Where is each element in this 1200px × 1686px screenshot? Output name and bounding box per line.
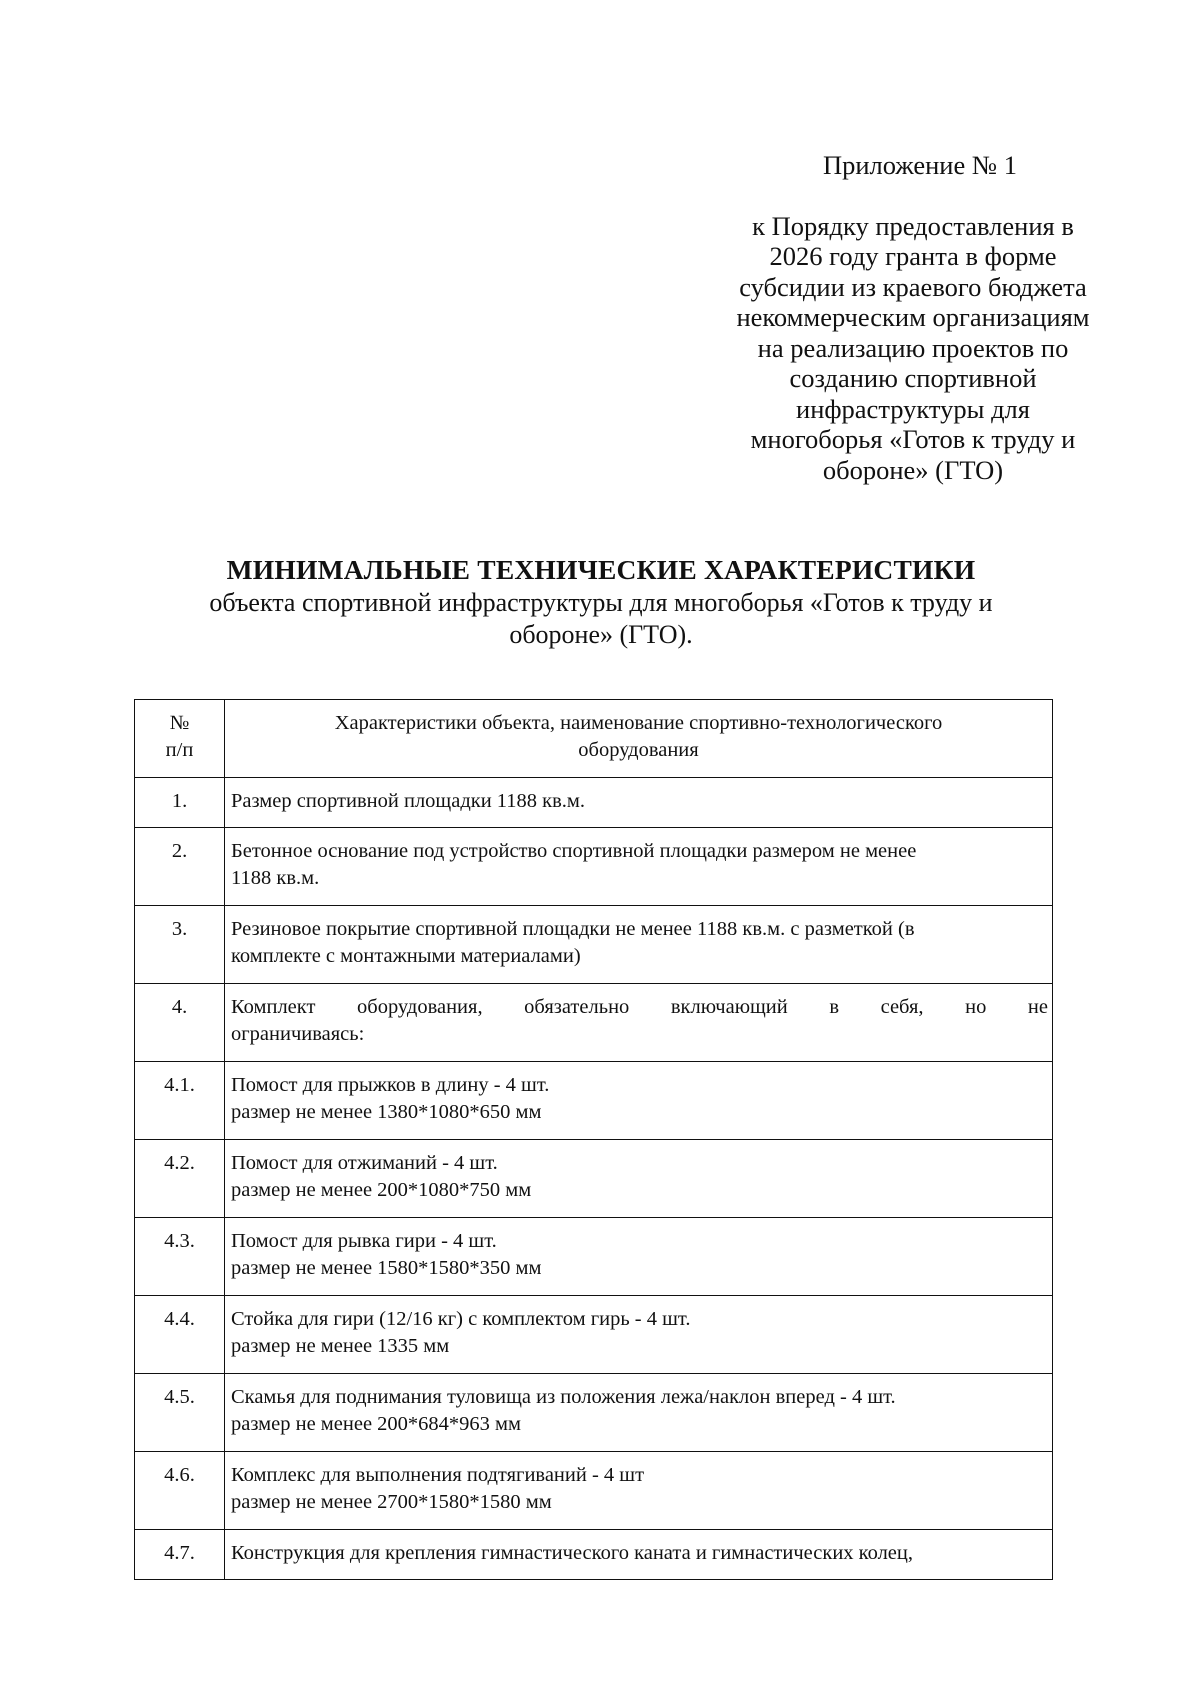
table-row [135, 1530, 1053, 1580]
table-row [135, 1062, 1053, 1140]
table-row [135, 828, 1053, 906]
header-number-line: № [169, 712, 190, 734]
row-number: 4.4. [135, 1296, 225, 1374]
row-description [225, 1530, 1053, 1580]
row-number: 4.7. [135, 1530, 225, 1580]
row-description-line: Конструкция для крепления гимнастического каната и гимнастических колец, [231, 1542, 914, 1564]
header-description-line: оборудования [578, 739, 699, 761]
table-row [135, 1296, 1053, 1374]
appendix-line: 2026 году гранта в форме [769, 241, 1057, 271]
appendix-text [718, 211, 1108, 486]
appendix-line: созданию спортивной [789, 363, 1037, 393]
row-number: 2. [135, 828, 225, 906]
table-row [135, 1374, 1053, 1452]
row-description [225, 1140, 1053, 1218]
row-description [225, 1452, 1053, 1530]
header-number [135, 700, 225, 778]
row-description-line: Скамья для поднимания туловища из положения лежа/наклон вперед - 4 шт. [231, 1386, 896, 1408]
row-description [225, 906, 1053, 984]
table-row [135, 906, 1053, 984]
appendix-title: Приложение № 1 [822, 150, 1017, 180]
row-description-line: Помост для прыжков в длину - 4 шт. [231, 1074, 550, 1096]
row-number: 4.3. [135, 1218, 225, 1296]
document-title: МИНИМАЛЬНЫЕ ТЕХНИЧЕСКИЕ ХАРАКТЕРИСТИКИ [226, 554, 976, 585]
table-row [135, 1452, 1053, 1530]
table-header-row [135, 700, 1053, 778]
row-description-line: Помост для отжиманий - 4 шт. [231, 1152, 498, 1174]
appendix-line: некоммерческим организациям [736, 302, 1090, 332]
row-description-line: размер не менее 1580*1580*350 мм [231, 1257, 542, 1279]
appendix-line: обороне» (ГТО) [822, 454, 1004, 485]
row-description-line: размер не менее 1380*1080*650 мм [231, 1101, 542, 1123]
row-number: 4. [135, 984, 225, 1062]
appendix-line: к Порядку предоставления в [752, 210, 1074, 241]
row-description-line: размер не менее 200*1080*750 мм [231, 1179, 532, 1201]
row-number: 4.5. [135, 1374, 225, 1452]
appendix-line: многоборья «Готов к труду и [750, 424, 1076, 454]
appendix-line: субсидии из краевого бюджета [739, 271, 1087, 302]
row-description-line: Размер спортивной площадки 1188 кв.м. [231, 790, 586, 812]
row-description [225, 1374, 1053, 1452]
header-description [225, 700, 1053, 778]
row-description-line: Бетонное основание под устройство спортивной площадки размером не менее [231, 840, 917, 862]
appendix-block [718, 150, 1108, 485]
row-description-line: Стойка для гири (12/16 кг) с комплектом гирь - 4 шт. [231, 1308, 691, 1330]
header-number-line: п/п [165, 739, 194, 761]
header-description-line: Характеристики объекта, наименование спортивно-технологического [334, 712, 943, 734]
row-description [225, 1218, 1053, 1296]
row-description-line: размер не менее 200*684*963 мм [231, 1413, 521, 1435]
row-description [225, 1062, 1053, 1140]
row-description-line: Комплекс для выполнения подтягиваний - 4 шт [231, 1464, 645, 1486]
document-subtitle [130, 587, 1072, 651]
table-row [135, 984, 1053, 1062]
document-heading [130, 553, 1072, 651]
row-description-line: ограничиваясь: [231, 1023, 365, 1045]
row-number: 3. [135, 906, 225, 984]
row-description-line: Резиновое покрытие спортивной площадки не менее 1188 кв.м. с разметкой (в [231, 918, 915, 940]
row-description-line: Комплект оборудования, обязательно включающий в себя, но не [231, 996, 1048, 1018]
row-number: 4.6. [135, 1452, 225, 1530]
appendix-line: на реализацию проектов по [757, 332, 1069, 363]
subtitle-line: обороне» (ГТО). [509, 620, 693, 649]
row-description [225, 778, 1053, 828]
row-description [225, 984, 1053, 1062]
appendix-line: инфраструктуры для [796, 393, 1030, 424]
table-row [135, 1218, 1053, 1296]
row-description [225, 828, 1053, 906]
subtitle-line: объекта спортивной инфраструктуры для многоборья «Готов к труду и [209, 588, 993, 617]
table-row [135, 1140, 1053, 1218]
table-row [135, 778, 1053, 828]
specifications-table [134, 699, 1053, 1580]
row-number: 4.2. [135, 1140, 225, 1218]
row-description-line: Помост для рывка гири - 4 шт. [231, 1230, 497, 1252]
row-number: 4.1. [135, 1062, 225, 1140]
row-description-line: размер не менее 2700*1580*1580 мм [231, 1491, 552, 1513]
row-description-line: 1188 кв.м. [231, 867, 320, 889]
row-number: 1. [135, 778, 225, 828]
row-description [225, 1296, 1053, 1374]
row-description-line: размер не менее 1335 мм [231, 1335, 450, 1357]
row-description-line: комплекте с монтажными материалами) [231, 945, 581, 967]
